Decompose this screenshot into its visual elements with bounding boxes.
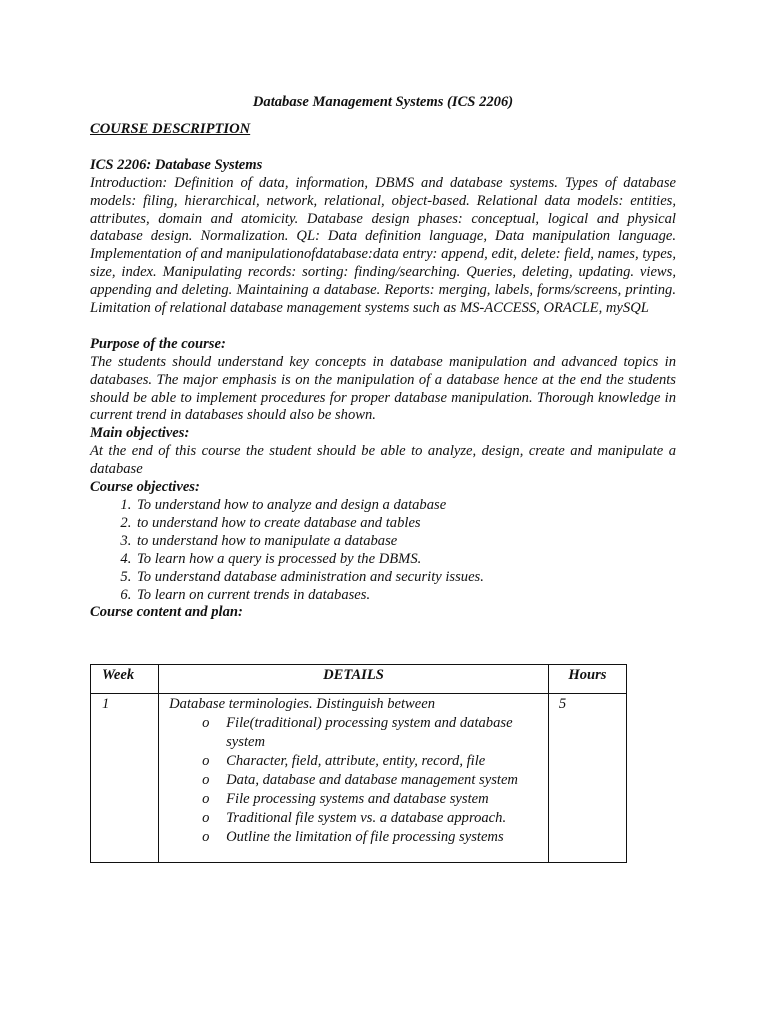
bullet-marker: o [202, 752, 210, 769]
main-objectives-text: At the end of this course the student should be able to analyze, design, create and manipulate a database [90, 443, 676, 478]
purpose-text: The students should understand key concepts in database manipulation and advanced topics in databases. The major emphasis is on the manipulation of a database hence at the end the students should be able to implement procedures for proper database manipulation. Thorough knowledge in current trend in databases should also be shown. [90, 353, 676, 424]
list-item [202, 714, 548, 752]
list-item-text: Character, field, attribute, entity, record, file [226, 752, 486, 769]
bullet-marker: o [202, 828, 210, 845]
list-item-text: Data, database and database management system [226, 771, 518, 788]
list-item-text: Outline the limitation of file processing systems [226, 828, 504, 845]
bullet-marker: o [202, 809, 210, 826]
list-item [202, 752, 548, 771]
spacer [90, 318, 676, 336]
details-column-header: DETAILS [159, 665, 549, 694]
course-introduction: Introduction: Definition of data, information, DBMS and database systems. Types of database models: filing, hierarchical, network, relational, object-based. Relational data models: entities, attributes, domain and atomicity. Database design phases: conceptual, logical and physical database design. Normalization. QL: Data definition language, Data manipulation language. Implementation of and manipulationofdatabase:data entry: append, edit, delete: field, names, types, size, index. Manipulating records: sorting: finding/searching. Queries, deleting, updating. views, appending and deleting. Maintaining a database. Reports: merging, labels, forms/screens, printing. Limitation of relational database management systems such as MS-ACCESS, ORACLE, mySQL [90, 174, 676, 317]
hours-column-header: Hours [548, 665, 626, 694]
list-item [202, 771, 548, 790]
course-description-heading: COURSE DESCRIPTION [90, 120, 251, 137]
list-item-text: File(traditional) processing system and database system [226, 714, 513, 750]
document-title: Database Management Systems (ICS 2206) [252, 94, 514, 110]
objective-item: 4. To learn how a query is processed by the DBMS. [135, 551, 676, 569]
list-item [202, 809, 548, 828]
list-item [202, 828, 548, 847]
main-objectives-heading: Main objectives: [90, 425, 190, 442]
table-header-row [91, 665, 627, 694]
details-list [169, 714, 548, 847]
course-code-title: ICS 2206: Database Systems [90, 156, 263, 173]
week-cell: 1 [91, 694, 159, 863]
course-objectives-list [90, 497, 676, 604]
details-cell [159, 694, 549, 863]
objective-item: 6. To learn on current trends in databases. [135, 587, 676, 605]
content-plan-heading: Course content and plan: [90, 604, 243, 621]
objective-item: 1. To understand how to analyze and design a database [135, 497, 676, 515]
details-intro: Database terminologies. Distinguish between [169, 696, 436, 712]
hours-cell: 5 [548, 694, 626, 863]
bullet-marker: o [202, 714, 210, 731]
objective-item: 5. To understand database administration and security issues. [135, 569, 676, 587]
objective-item: 3. to understand how to manipulate a database [135, 533, 676, 551]
table-row [91, 694, 627, 863]
bullet-marker: o [202, 790, 210, 807]
document-page [90, 94, 676, 622]
list-item [202, 790, 548, 809]
course-plan-table [90, 664, 627, 863]
course-objectives-heading: Course objectives: [90, 479, 200, 496]
objective-item: 2. to understand how to create database and tables [135, 515, 676, 533]
purpose-heading: Purpose of the course: [90, 335, 226, 352]
list-item-text: File processing systems and database system [226, 790, 489, 807]
week-column-header: Week [91, 665, 159, 694]
bullet-marker: o [202, 771, 210, 788]
list-item-text: Traditional file system vs. a database approach. [226, 809, 507, 826]
